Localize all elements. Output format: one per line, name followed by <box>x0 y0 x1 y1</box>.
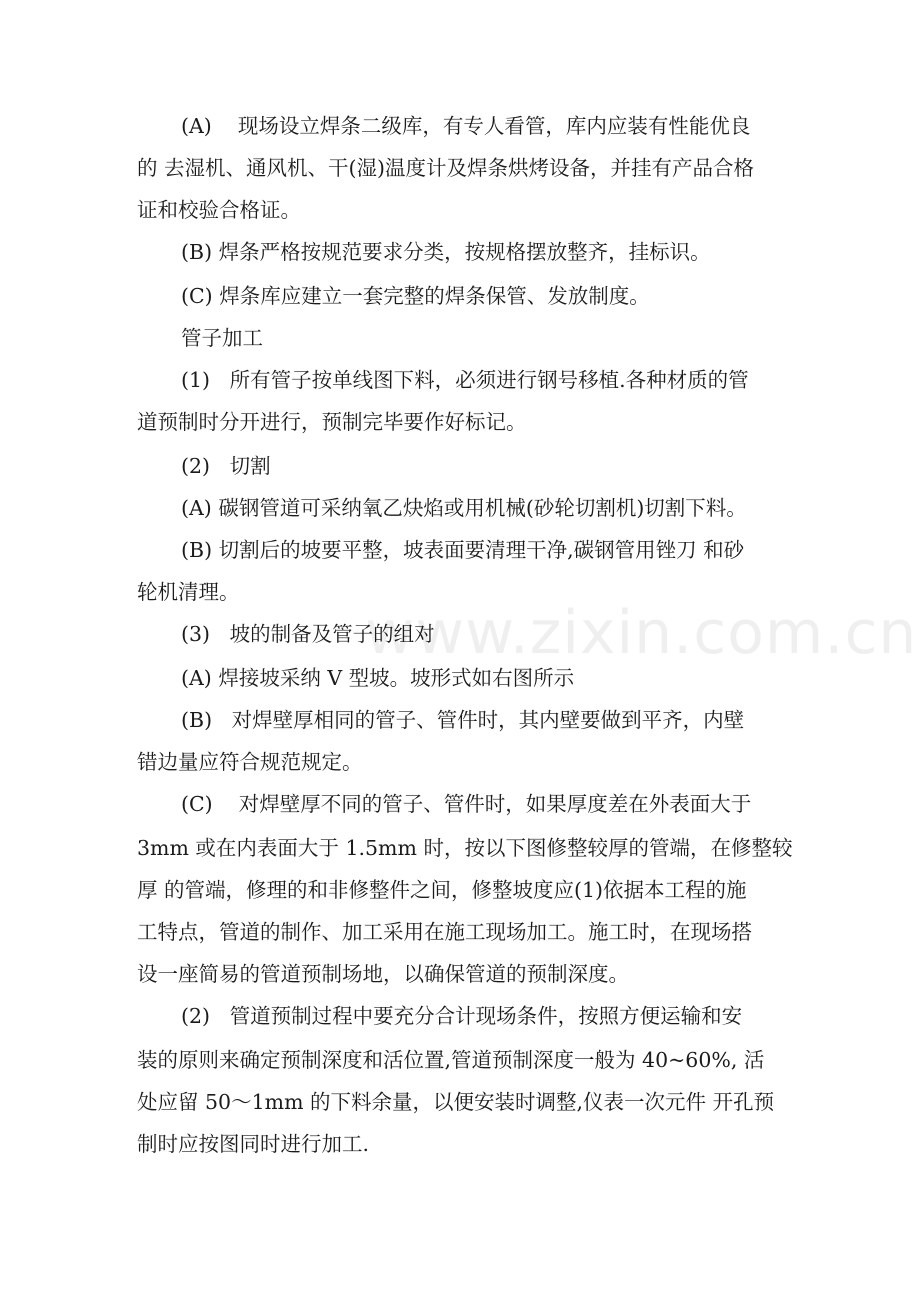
watermark: www.zixin.com.cn <box>365 598 918 668</box>
text-line: (B) 焊条严格按规范要求分类，按规格摆放整齐，挂标识。 <box>181 240 711 264</box>
text-line: (A) 焊接坡采纳 V 型坡。坡形式如右图所示 <box>181 666 575 690</box>
text-line: 3mm 或在内表面大于 1.5mm 时，按以下图修整较厚的管端，在修整较 <box>137 836 793 860</box>
text-line: (B) 切割后的坡要平整，坡表面要清理干净,碳钢管用锉刀 和砂 <box>181 538 745 562</box>
text-line: (A) 现场设立焊条二级库，有专人看管，库内应装有性能优良 <box>181 114 751 138</box>
text-line: (2) 切割 <box>181 454 271 478</box>
text-line: 轮机清理。 <box>137 580 240 604</box>
text-line: 工特点，管道的制作、加工采用在施工现场加工。施工时，在现场搭 <box>137 920 752 944</box>
text-line: 制时应按图同时进行加工. <box>137 1132 370 1156</box>
text-line: 道预制时分开进行，预制完毕要作好标记。 <box>137 410 527 434</box>
text-line: 厚 的管端，修理的和非修整件之间，修整坡度应(1)依据本工程的施 <box>137 878 747 902</box>
text-line: 设一座简易的管道预制场地，以确保管道的预制深度。 <box>137 962 629 986</box>
text-line: (3) 坡的制备及管子的组对 <box>181 622 435 646</box>
text-line: 的 去湿机、通风机、干(湿)温度计及焊条烘烤设备，并挂有产品合格 <box>137 156 755 180</box>
text-line: 装的原则来确定预制深度和活位置,管道预制深度一般为 40~60%, 活 <box>137 1048 765 1072</box>
text-line: 错边量应符合规范规定。 <box>137 750 363 774</box>
text-line: 处应留 50～1mm 的下料余量，以便安装时调整,仪表一次元件 开孔预 <box>137 1090 775 1114</box>
text-line: (1) 所有管子按单线图下料，必须进行钢号移植.各种材质的管 <box>181 368 749 392</box>
text-line: (2) 管道预制过程中要充分合计现场条件，按照方便运输和安 <box>181 1004 743 1028</box>
text-line: 证和校验合格证。 <box>137 198 301 222</box>
text-line: (C) 焊条库应建立一套完整的焊条保管、发放制度。 <box>181 284 650 308</box>
text-line: (C) 对焊壁厚不同的管子、管件时，如果厚度差在外表面大于 <box>181 792 752 816</box>
section-heading: 管子加工 <box>181 326 263 350</box>
text-line: (A) 碳钢管道可采纳氧乙炔焰或用机械(砂轮切割机)切割下料。 <box>181 496 747 520</box>
text-line: (B) 对焊壁厚相同的管子、管件时，其内壁要做到平齐，内壁 <box>181 708 745 732</box>
